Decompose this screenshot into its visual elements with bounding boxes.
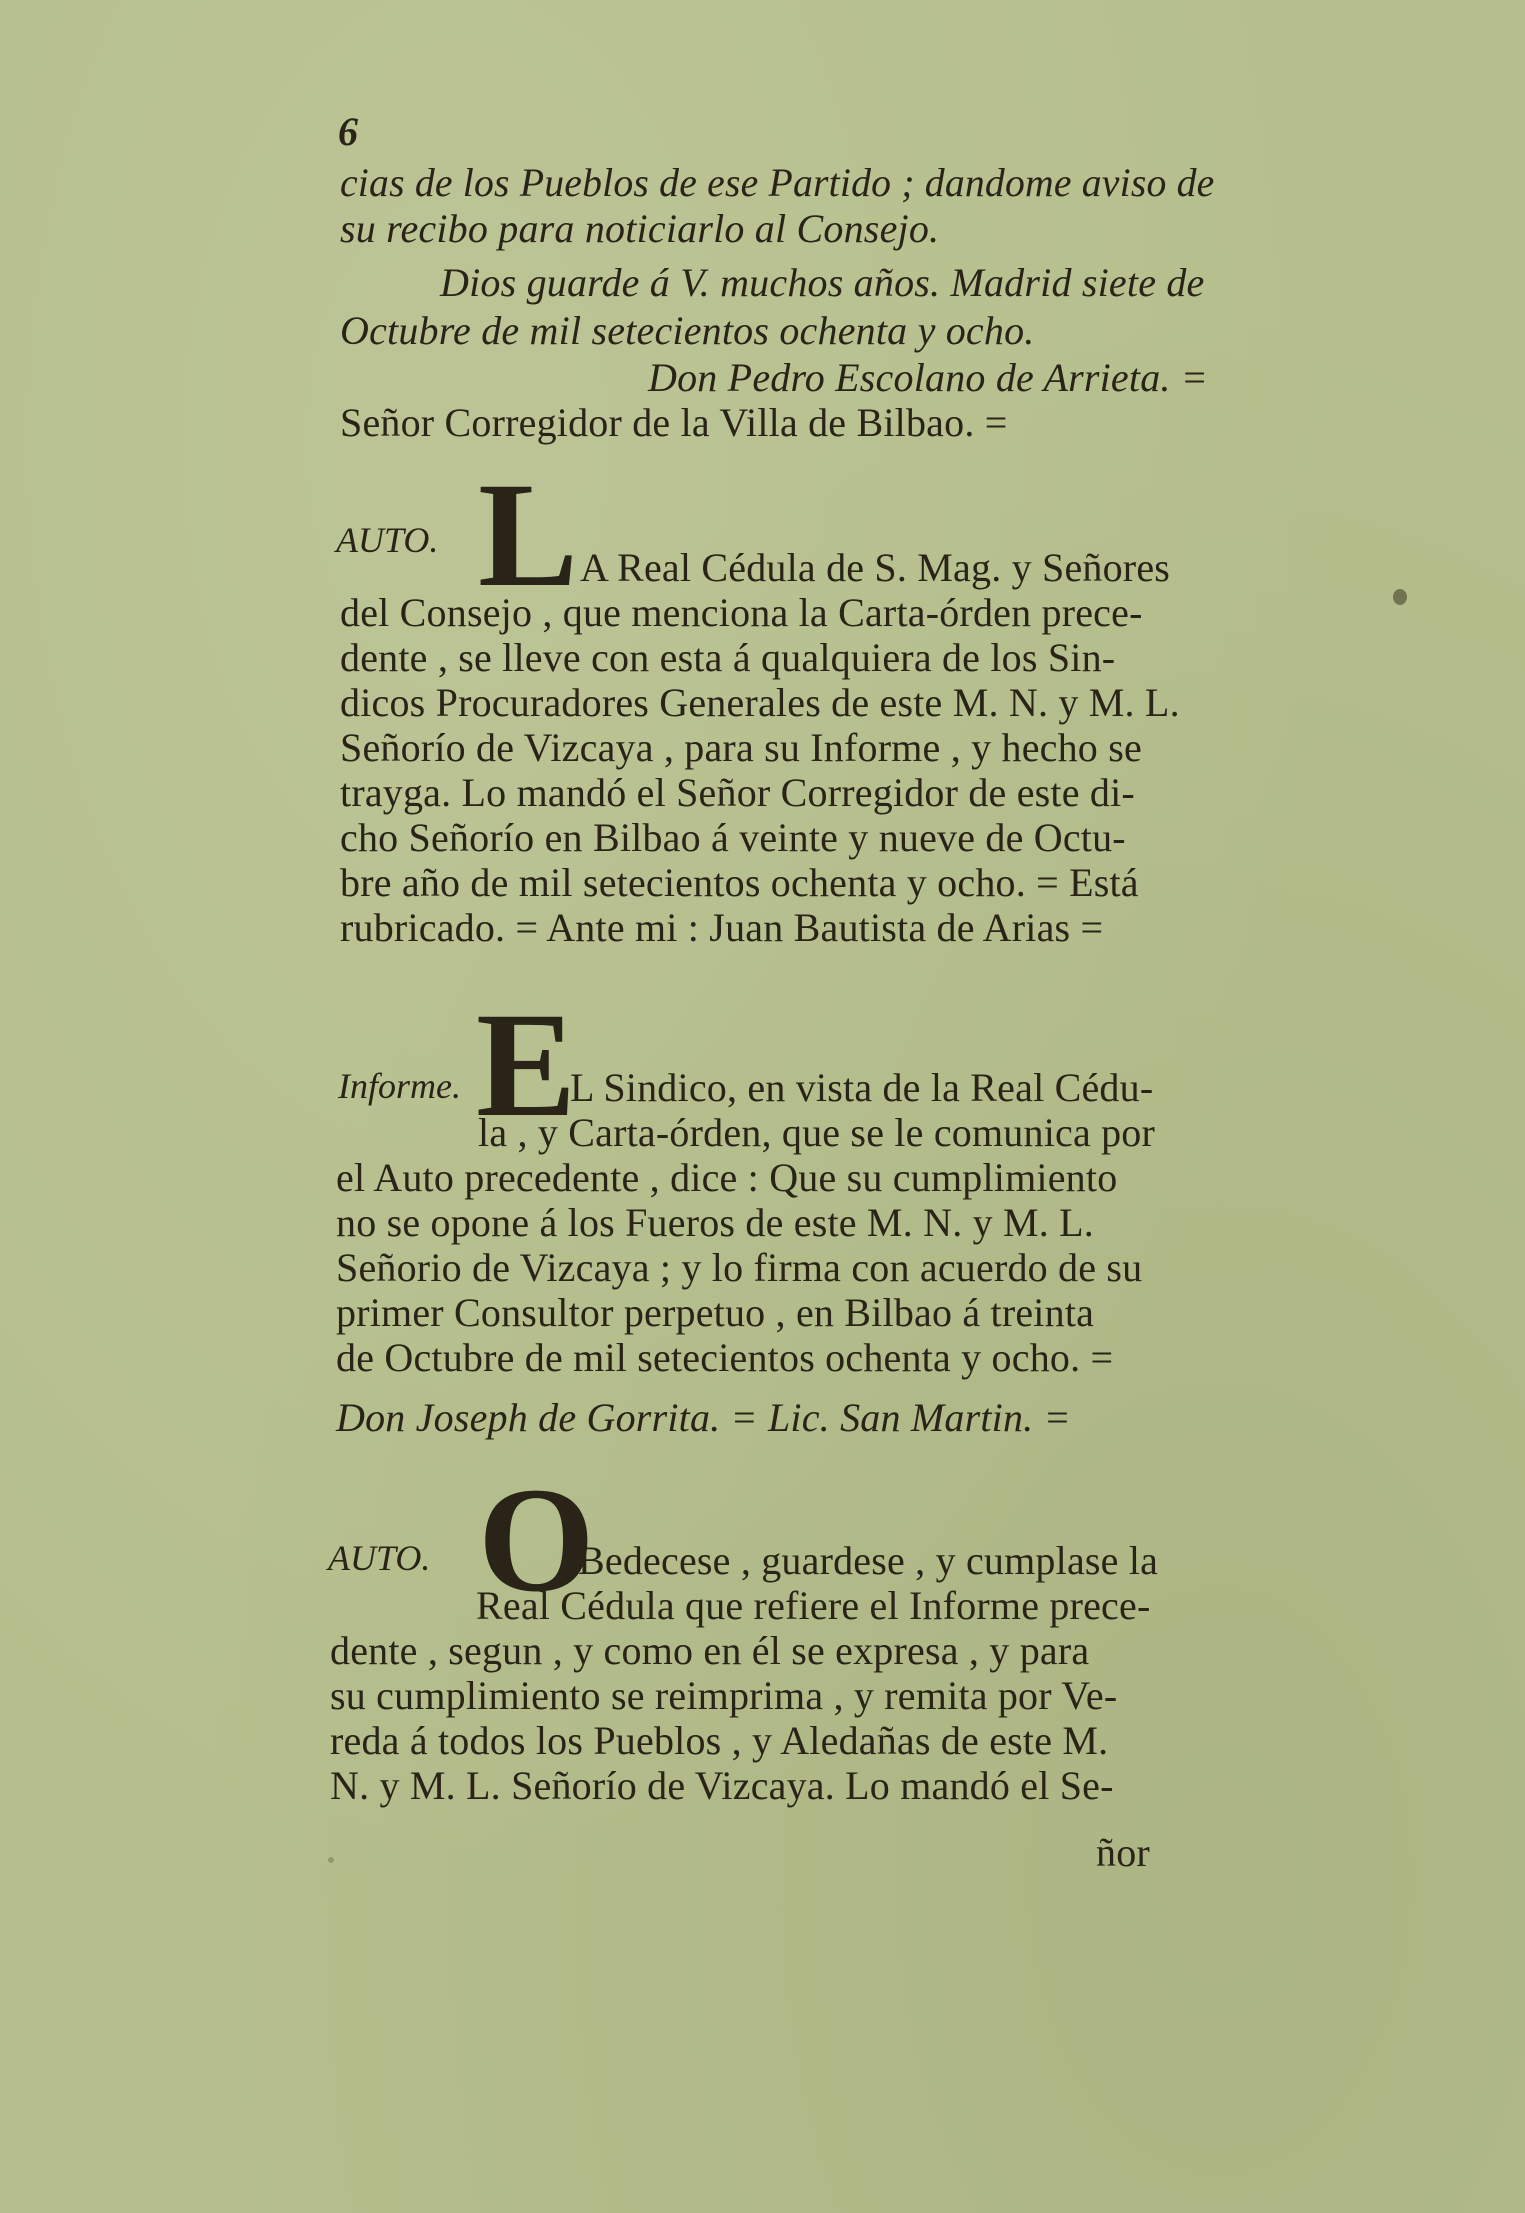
line-text: Octubre de mil setecientos ochenta y ocho. [340,308,1035,353]
signature-text: Don Joseph de Gorrita. = Lic. San Martin. = [336,1395,1071,1440]
line-text: Dios guarde á V. muchos años. Madrid siete de [440,260,1205,305]
line-text: bre año de mil setecientos ochenta y ocho. = Está [340,860,1139,905]
text-line [340,160,1215,206]
text-line [340,815,1126,861]
text-line [440,260,1208,306]
text-line [580,545,1170,591]
text-line [336,1245,1142,1291]
text-line [340,860,1139,906]
text-line [476,1583,1151,1629]
catchword-text: ñor [1096,1830,1150,1875]
line-text: trayga. Lo mandó el Señor Corregidor de este di- [340,770,1135,815]
line-text: no se opone á los Fueros de este M. N. y M. L. [336,1200,1094,1245]
line-text: A Real Cédula de S. Mag. y Señores [580,545,1171,590]
margin-label-auto: AUTO. [336,520,439,560]
text-line [340,308,1034,354]
text-line [330,1673,1117,1719]
line-text: dente , segun , y como en él se expresa , y para [330,1628,1090,1673]
line-text: dicos Procuradores Generales de este M. N. y M. L. [340,680,1180,725]
drop-cap: E [476,982,577,1148]
line-text: su recibo para noticiarlo al Consejo. [340,206,940,251]
line-text: Señorío de Vizcaya , para su Informe , y hecho se [340,725,1142,770]
line-text: rubricado. = Ante mi : Juan Bautista de Arias = [340,905,1104,950]
ink-stain [1393,589,1407,605]
line-text: N. y M. L. Señorío de Vizcaya. Lo mandó el Se- [330,1763,1114,1808]
text-line [578,1538,1158,1584]
line-text: cho Señorío en Bilbao á veinte y nueve de Octu- [340,815,1126,860]
text-line [570,1065,1153,1111]
signature-line [336,1395,1071,1441]
margin-label-auto: AUTO. [328,1538,431,1578]
drop-cap: O [478,1457,595,1623]
line-text: del Consejo , que menciona la Carta-órden prece- [340,590,1143,635]
text-line [336,1335,1113,1381]
text-line [330,1763,1114,1809]
catchword [1096,1830,1150,1876]
text-line [336,1155,1117,1201]
text-line [330,1628,1089,1674]
text-line [336,1290,1094,1336]
addressee-line [340,400,1007,446]
line-text: el Auto precedente , dice : Que su cumplimiento [336,1155,1118,1200]
text-line [340,725,1142,771]
text-line [340,590,1143,636]
text-line [340,905,1103,951]
drop-cap: L [478,452,579,618]
addressee-text: Señor Corregidor de la Villa de Bilbao. = [340,400,1008,445]
line-text: L Sindico, en vista de la Real Cédu- [570,1065,1154,1110]
line-text: su cumplimiento se reimprima , y remita por Ve- [330,1673,1118,1718]
line-text: de Octubre de mil setecientos ochenta y ocho. = [336,1335,1114,1380]
signature-line [648,355,1208,401]
line-text: primer Consultor perpetuo , en Bilbao á treinta [336,1290,1095,1335]
text-line [478,1110,1155,1156]
line-text: Señorio de Vizcaya ; y lo firma con acuerdo de su [336,1245,1143,1290]
line-text: Real Cédula que refiere el Informe prece- [476,1583,1151,1628]
text-line [340,206,939,252]
line-text: reda á todos los Pueblos , y Aledañas de este M. [330,1718,1109,1763]
line-text: Bedecese , guardese , y cumplase la [578,1538,1159,1583]
signature-text: Don Pedro Escolano de Arrieta. = [648,355,1208,400]
text-line [340,680,1180,726]
line-text: la , y Carta-órden, que se le comunica por [478,1110,1156,1155]
margin-label-informe: Informe. [338,1066,461,1106]
text-line [336,1200,1094,1246]
text-line [330,1718,1108,1764]
line-text: cias de los Pueblos de ese Partido ; dandome aviso de [340,160,1215,205]
line-text: dente , se lleve con esta á qualquiera de los Sin- [340,635,1116,680]
page-number: 6 [338,109,358,154]
text-line [340,635,1115,681]
text-line [340,770,1135,816]
ink-stain [328,1857,334,1863]
